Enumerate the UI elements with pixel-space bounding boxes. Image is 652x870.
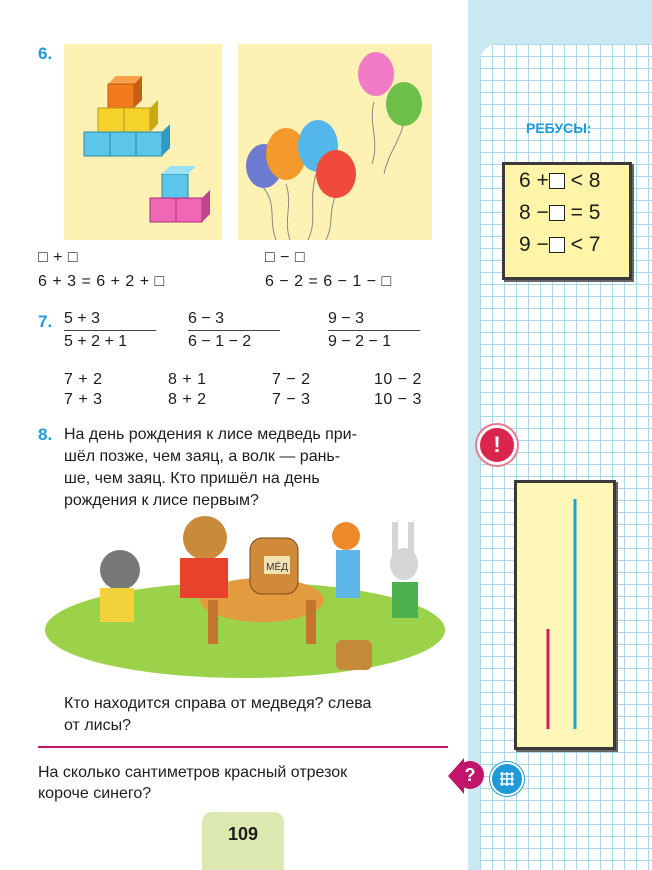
- task-8-line: шёл позже, чем заяц, а волк — рань-: [64, 448, 341, 465]
- birthday-illustration: [40, 500, 450, 690]
- bottom-question: [38, 762, 448, 804]
- blank-square: [549, 237, 565, 253]
- scene-question: [64, 693, 448, 737]
- fraction-top: 9 − 3: [328, 310, 420, 331]
- fraction-top: 6 − 3: [188, 310, 280, 331]
- exclamation-icon: !: [477, 425, 517, 465]
- rebus-line: 9 − < 7: [519, 233, 601, 256]
- scene-question-line: от лисы?: [64, 717, 131, 734]
- scene-question-line: Кто находится справа от медведя? слева: [64, 695, 372, 712]
- barrel-label: МЁД: [266, 562, 288, 573]
- task-8-line: рождения к лисе первым?: [64, 492, 259, 509]
- balloons-picture: [238, 44, 432, 240]
- task-6-right-pattern: □ − □: [265, 249, 306, 266]
- fraction-expression: [328, 310, 420, 351]
- rebus-line: 6 + < 8: [519, 169, 601, 192]
- birthday-scene: [40, 500, 450, 690]
- compare-pair: [64, 370, 103, 410]
- rebus-title: РЕБУСЫ:: [526, 120, 592, 136]
- fraction-bottom: 9 − 2 − 1: [328, 333, 392, 350]
- cubes-picture: [64, 44, 222, 240]
- compare-pair: [374, 370, 422, 410]
- fraction-bottom: 5 + 2 + 1: [64, 333, 128, 350]
- task-6-left-equation: 6 + 3 = 6 + 2 + □: [38, 273, 165, 290]
- task-6-number: 6.: [38, 44, 53, 63]
- task-8-number: 8.: [38, 425, 53, 444]
- rebus-line: 8 − = 5: [519, 201, 601, 224]
- pair-bottom: 8 + 2: [168, 391, 207, 408]
- pair-top: 7 − 2: [272, 371, 311, 388]
- fraction-bottom: 6 − 1 − 2: [188, 333, 252, 350]
- pair-bottom: 10 − 3: [374, 391, 422, 408]
- segments-drawing: [517, 483, 613, 747]
- rebus-box: [502, 162, 632, 280]
- task-7-number: 7.: [38, 312, 53, 331]
- pair-top: 7 + 2: [64, 371, 103, 388]
- task-6-left-pattern: □ + □: [38, 249, 79, 266]
- blank-square: [549, 173, 565, 189]
- blank-square: [549, 205, 565, 221]
- task-8-line: ше, чем заяц. Кто пришёл на день: [64, 470, 320, 487]
- task-6-right-equation: 6 − 2 = 6 − 1 − □: [265, 273, 392, 290]
- compare-pair: [272, 370, 311, 410]
- task-8-line: На день рождения к лисе медведь при-: [64, 426, 357, 443]
- bottom-question-line: короче синего?: [38, 785, 152, 802]
- grid-icon: [490, 762, 524, 796]
- fraction-expression: [188, 310, 280, 351]
- task-8-text: [64, 424, 448, 512]
- fraction-top: 5 + 3: [64, 310, 156, 331]
- pair-top: 8 + 1: [168, 371, 207, 388]
- pair-top: 10 − 2: [374, 371, 422, 388]
- bottom-question-line: На сколько сантиметров красный отрезок: [38, 764, 348, 781]
- cubes-illustration: [64, 44, 222, 240]
- pair-bottom: 7 − 3: [272, 391, 311, 408]
- pair-bottom: 7 + 3: [64, 391, 103, 408]
- page-number: 109: [227, 824, 259, 844]
- segments-panel: [514, 480, 616, 750]
- compare-pair: [168, 370, 207, 410]
- question-icon: ?: [456, 761, 484, 789]
- fraction-expression: [64, 310, 156, 351]
- balloons-illustration: [238, 44, 432, 240]
- divider-line: [38, 746, 448, 748]
